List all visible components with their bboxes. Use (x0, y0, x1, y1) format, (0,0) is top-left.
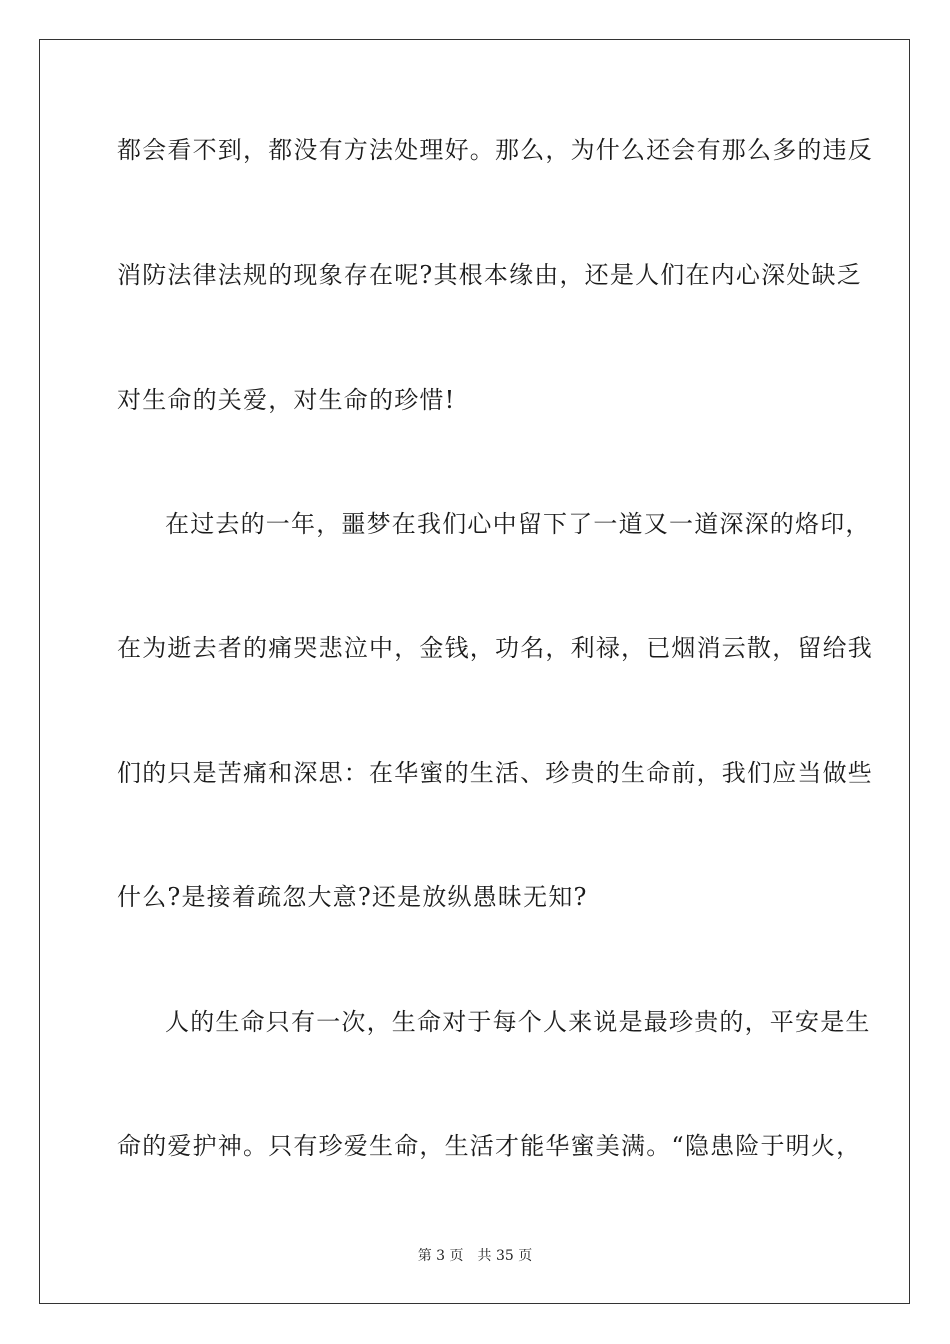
paragraph-line: 人的生命只有一次，生命对于每个人来说是最珍贵的，平安是生 (165, 1008, 871, 1036)
total-pages: 共 35 页 (477, 1248, 533, 1264)
paragraph-line: 都会看不到，都没有方法处理好。那么，为什么还会有那么多的违反 (117, 136, 873, 164)
paragraph-line: 什么?是接着疏忽大意?还是放纵愚昧无知? (117, 883, 588, 911)
paragraph-line: 消防法律法规的现象存在呢?其根本缘由，还是人们在内心深处缺乏 (117, 261, 862, 289)
paragraph-line: 在过去的一年，噩梦在我们心中留下了一道又一道深深的烙印， (165, 510, 871, 538)
page-border (39, 39, 910, 1304)
paragraph-line: 们的只是苦痛和深思：在华蜜的生活、珍贵的生命前，我们应当做些 (117, 759, 873, 787)
paragraph-line: 命的爱护神。只有珍爱生命，生活才能华蜜美满。“隐患险于明火， (117, 1132, 862, 1160)
page-footer (0, 1246, 950, 1266)
paragraph-line: 对生命的关爱，对生命的珍惜! (117, 386, 456, 414)
page-number: 第 3 页 (417, 1248, 464, 1264)
paragraph-line: 在为逝去者的痛哭悲泣中，金钱，功名，利禄，已烟消云散，留给我 (117, 634, 873, 662)
